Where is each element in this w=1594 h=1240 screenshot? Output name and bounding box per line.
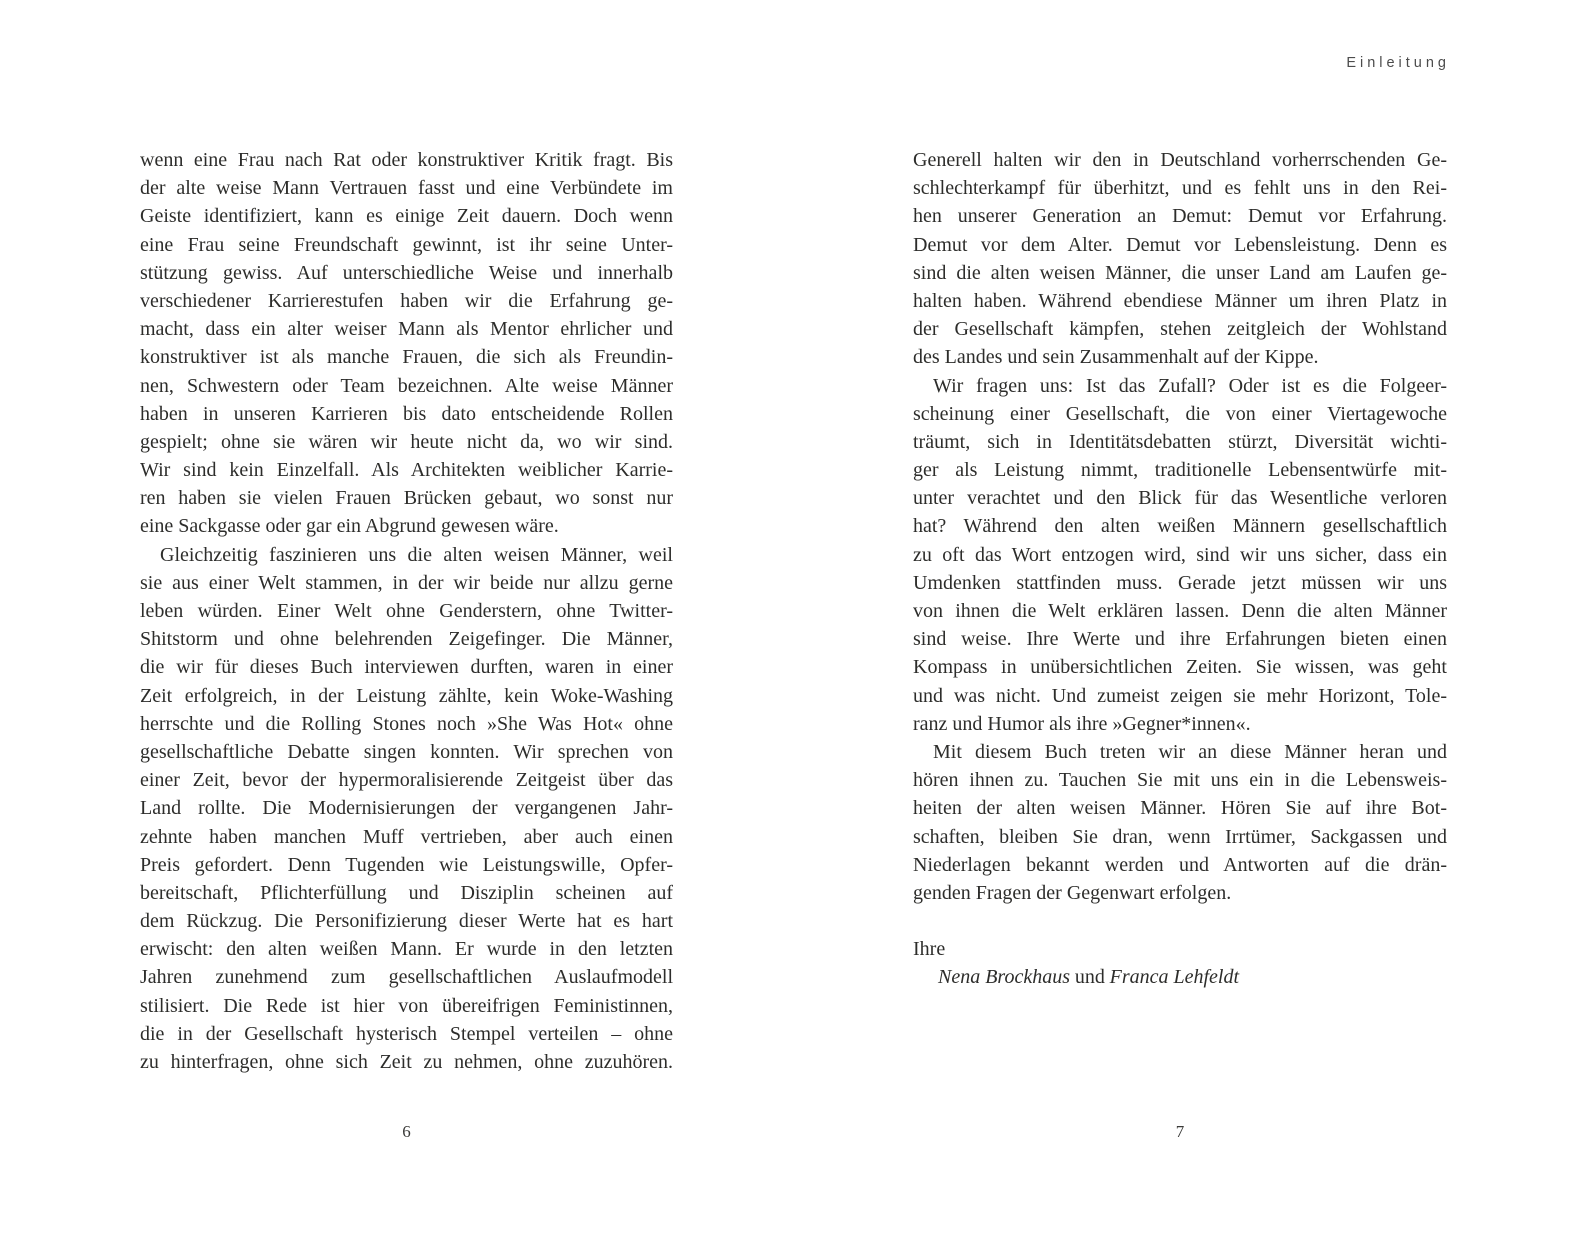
text-line: hören ihnen zu. Tauchen Sie mit uns ein in die Lebensweis- [913,769,1447,792]
signature-names [913,963,1447,991]
text-line: halten haben. Während ebendiese Männer um ihren Platz in [913,289,1447,312]
text-line: schlechterkampf für überhitzt, und es fehlt uns in den Rei- [913,177,1447,200]
text-line: Niederlagen bekannt werden und Antworten auf die drän- [913,853,1447,876]
text-line: Shitstorm und ohne belehrenden Zeigefinger. Die Männer, [140,628,673,651]
text-line: erwischt: den alten weißen Mann. Er wurde in den letzten [140,938,673,961]
signature-salutation: Ihre [913,938,946,961]
text-line: die in der Gesellschaft hysterisch Stempel verteilen – ohne [140,1022,673,1045]
text-line: ger als Leistung nimmt, traditionelle Lebensentwürfe mit- [913,459,1447,482]
text-line: ranz und Humor als ihre »Gegner*innen«. [913,712,1251,735]
text-line: die wir für dieses Buch interviewen durften, waren in einer [140,656,673,679]
text-line: leben würden. Einer Welt ohne Genderstern, ohne Twitter- [140,600,673,622]
text-line: ren haben sie vielen Frauen Brücken gebaut, wo sonst nur [140,487,673,510]
text-line: unter verachtet und den Blick für das Wesentliche verloren [913,487,1447,510]
text-line: bereitschaft, Pflichterfüllung und Disziplin scheinen auf [140,881,673,904]
text-line: zehnte haben manchen Muff vertrieben, aber auch einen [140,825,673,848]
text-line: gespielt; ohne sie wären wir heute nicht da, wo wir sind. [140,430,673,453]
text-line: der Gesellschaft kämpfen, stehen zeitgleich der Wohlstand [913,318,1447,341]
paragraph [913,738,1447,907]
text-line: scheinung einer Gesellschaft, die von einer Viertagewoche [913,402,1447,425]
text-line: Kompass in unübersichtlichen Zeiten. Sie wissen, was geht [913,656,1447,679]
page-number-left: 6 [402,1122,411,1141]
text-line: hen unserer Generation an Demut: Demut vor Erfahrung. [913,205,1447,228]
text-line: stilisiert. Die Rede ist hier von übereifrigen Feministinnen, [140,994,673,1017]
text-line: wenn eine Frau nach Rat oder konstruktiver Kritik fragt. Bis [140,149,673,171]
author-name-2: Franca Lehfeldt [1109,966,1240,989]
text-line: dem Rückzug. Die Personifizierung dieser Werte hat es hart [140,910,673,933]
text-line: Wir sind kein Einzelfall. Als Architekten weiblicher Karrie- [140,459,673,482]
author-name-1: Nena Brockhaus [938,966,1071,989]
text-line: Wir fragen uns: Ist das Zufall? Oder ist es die Folgeer- [933,374,1447,397]
paragraph [913,146,1447,372]
page-left-text [140,146,673,1076]
text-line: träumt, sich in Identitätsdebatten stürzt, Diversität wichti- [913,430,1447,453]
text-line: Demut vor dem Alter. Demut vor Lebensleistung. Denn es [913,233,1447,256]
page-right-paragraphs [913,146,1447,907]
paragraph [140,146,673,541]
signature-block [913,935,1447,991]
text-line: konstruktiver ist als manche Frauen, die sich als Freundin- [140,346,673,369]
text-line: heiten der alten weisen Männer. Hören Sie auf ihre Bot- [913,797,1447,820]
running-head: Einleitung [1346,55,1450,71]
text-line: zu oft das Wort entzogen wird, sind wir uns sicher, dass ein [913,543,1447,566]
text-line: einer Zeit, bevor der hypermoralisierende Zeitgeist über das [140,769,673,792]
text-line: sind weise. Ihre Werte und ihre Erfahrungen bieten einen [913,628,1447,651]
text-line: schaften, bleiben Sie dran, wenn Irrtümer, Sackgassen und [913,825,1447,848]
text-line: Mit diesem Buch treten wir an diese Männer heran und [933,740,1447,763]
page-right-text [913,146,1447,992]
text-line: Land rollte. Die Modernisierungen der vergangenen Jahr- [140,797,673,820]
text-line: stützung gewiss. Auf unterschiedliche Weise und innerhalb [140,261,673,284]
text-line: der alte weise Mann Vertrauen fasst und eine Verbündete im [140,177,673,200]
text-line: sie aus einer Welt stammen, in der wir beide nur allzu gerne [140,571,673,594]
text-line: Umdenken stattfinden muss. Gerade jetzt müssen wir uns [913,571,1447,594]
text-line: eine Frau seine Freundschaft gewinnt, ist ihr seine Unter- [140,233,673,256]
text-line: eine Sackgasse oder gar ein Abgrund gewesen wäre. [140,515,559,538]
text-line: Preis gefordert. Denn Tugenden wie Leistungswille, Opfer- [140,853,673,876]
text-line: sind die alten weisen Männer, die unser Land am Laufen ge- [913,261,1447,284]
text-line: Generell halten wir den in Deutschland vorherrschenden Ge- [913,149,1447,171]
text-line: Zeit erfolgreich, in der Leistung zählte, kein Woke-Washing [140,684,673,707]
text-line: verschiedener Karrierestufen haben wir die Erfahrung ge- [140,289,673,312]
text-line: hat? Während den alten weißen Männern gesellschaftlich [913,515,1447,538]
text-line: des Landes und sein Zusammenhalt auf der Kippe. [913,346,1319,369]
paragraph [140,541,673,1077]
text-line: Geiste identifiziert, kann es einige Zeit dauern. Doch wenn [140,205,673,228]
page-number-right: 7 [1175,1122,1185,1141]
text-line: von ihnen die Welt erklären lassen. Denn die alten Männer [913,600,1447,622]
text-line: gesellschaftliche Debatte singen konnten. Wir sprechen von [140,740,673,763]
text-line: Gleichzeitig faszinieren uns die alten weisen Männer, weil [160,543,673,566]
text-line: Jahren zunehmend zum gesellschaftlichen Auslaufmodell [140,966,673,989]
text-line: macht, dass ein alter weiser Mann als Mentor ehrlicher und [140,318,673,341]
text-line: zu hinterfragen, ohne sich Zeit zu nehmen, ohne zuzuhören. [140,1051,673,1073]
paragraph [913,372,1447,738]
text-line: und was nicht. Und zumeist zeigen sie mehr Horizont, Tole- [913,684,1447,707]
text-line: nen, Schwestern oder Team bezeichnen. Alte weise Männer [140,374,673,397]
text-line: haben in unseren Karrieren bis dato entscheidende Rollen [140,402,673,425]
signature-connector: und [1074,966,1105,989]
text-line: herrschte und die Rolling Stones noch »She Was Hot« ohne [140,712,673,735]
text-line: genden Fragen der Gegenwart erfolgen. [913,881,1232,904]
